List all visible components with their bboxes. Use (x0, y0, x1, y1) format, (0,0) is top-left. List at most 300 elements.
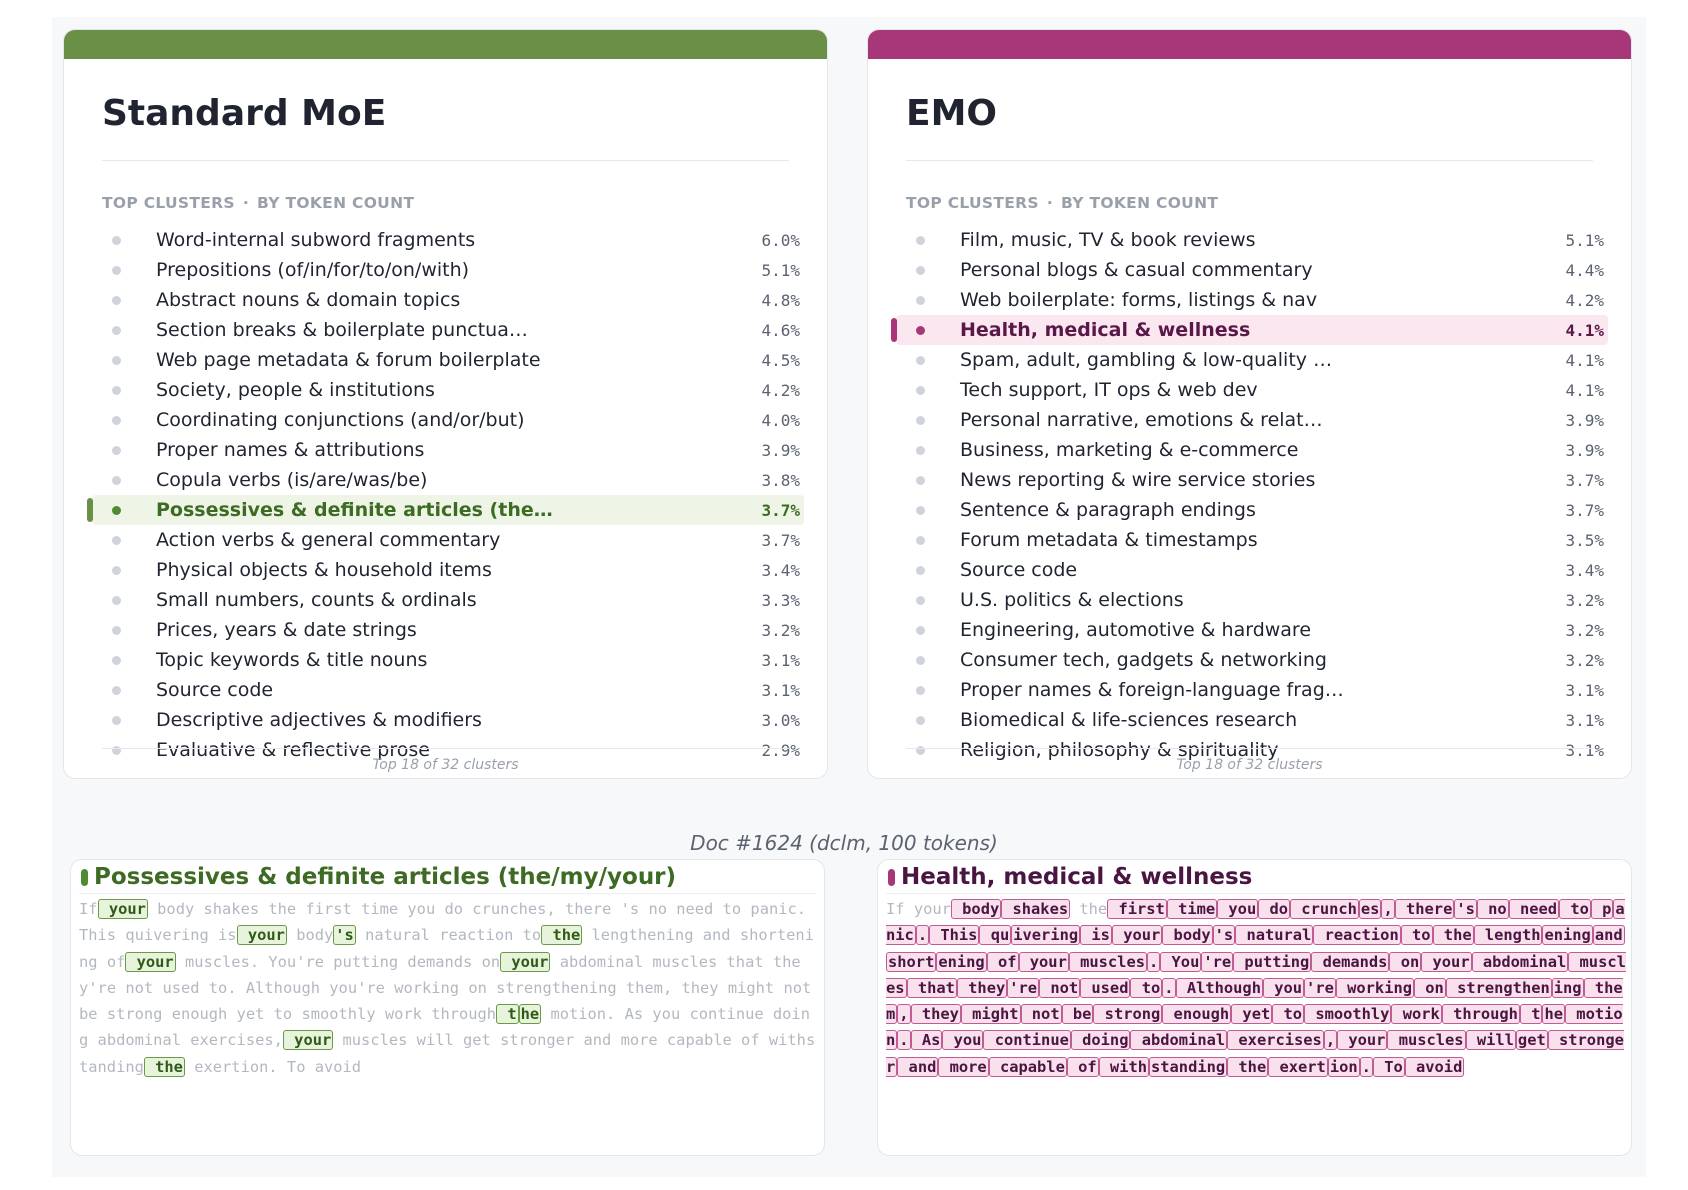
cluster-list (92, 225, 804, 765)
token: working (1337, 978, 1412, 997)
token: no (1478, 900, 1507, 918)
token: through (1443, 1005, 1518, 1024)
bullet-dot-icon (112, 356, 121, 365)
token: . (227, 978, 237, 997)
token: Although (236, 978, 321, 997)
emo-token-panel (877, 859, 1632, 1156)
token: avoid (1406, 1057, 1463, 1076)
token: to (1132, 978, 1161, 997)
token: your (127, 952, 174, 971)
token: your (1423, 952, 1470, 971)
cluster-row[interactable] (896, 345, 1608, 375)
cluster-row[interactable] (896, 255, 1608, 285)
token: 're (296, 952, 325, 971)
bullet-dot-icon (112, 326, 121, 335)
cluster-percent: 4.5% (761, 350, 800, 370)
cluster-percent: 4.2% (761, 380, 800, 400)
token: smoothly (1306, 1005, 1390, 1024)
cluster-row[interactable] (92, 435, 804, 465)
token: standing (1151, 1057, 1226, 1076)
token: ening (938, 952, 985, 971)
token: . (1164, 978, 1174, 997)
token: might (962, 1005, 1019, 1024)
bullet-dot-icon (916, 716, 925, 725)
token: If (886, 900, 905, 918)
token: natural (1237, 926, 1312, 945)
token: exert (184, 1057, 241, 1076)
bullet-dot-icon (916, 356, 925, 365)
token: 's (1214, 926, 1234, 945)
token: es (527, 900, 547, 918)
token: and (899, 1057, 937, 1076)
bullet-dot-icon (112, 536, 121, 545)
token: length (582, 926, 648, 945)
cluster-row[interactable] (896, 435, 1608, 465)
token: muscles (643, 952, 718, 971)
token: the (1434, 926, 1472, 945)
token: body (1164, 926, 1211, 945)
token: shakes (194, 900, 260, 918)
token: , (546, 900, 556, 918)
token: short (730, 926, 787, 945)
cluster-label: Topic keywords & title nouns (156, 649, 428, 671)
cluster-list (896, 225, 1608, 765)
token: is (208, 926, 237, 945)
cluster-percent: 5.1% (761, 260, 800, 280)
token: ening (1544, 926, 1591, 945)
cluster-percent: 3.1% (1565, 740, 1604, 760)
token: need (666, 900, 714, 918)
heading-separator: · (242, 194, 250, 212)
cluster-percent: 3.9% (1565, 440, 1604, 460)
token: muscles (175, 952, 250, 971)
cluster-row[interactable] (92, 225, 804, 255)
token: that (908, 978, 955, 997)
token: 're (88, 978, 117, 997)
cluster-row[interactable] (896, 675, 1608, 705)
cluster-label: Personal blogs & casual commentary (960, 259, 1313, 281)
cluster-row[interactable] (92, 645, 804, 675)
token: . (796, 900, 807, 918)
token: through (421, 1005, 497, 1024)
cluster-label: Society, people & institutions (156, 379, 435, 401)
token: standing (79, 1031, 816, 1076)
token: strong (1095, 1005, 1161, 1024)
token: the (1229, 1057, 1267, 1076)
cluster-row[interactable] (896, 585, 1608, 615)
token: ening (79, 926, 814, 971)
token: to (713, 900, 742, 918)
cluster-percent: 3.4% (761, 560, 800, 580)
cluster-row[interactable] (92, 345, 804, 375)
token: reaction (1315, 926, 1399, 945)
cluster-percent: 3.5% (1565, 530, 1604, 550)
cluster-percent: 4.1% (1565, 380, 1604, 400)
cluster-label: Prices, years & date strings (156, 619, 417, 641)
standard-moe-panel (63, 29, 828, 779)
token: not (1022, 1005, 1060, 1024)
token: is (1082, 926, 1110, 945)
token: your (1113, 926, 1161, 945)
cluster-label: Word-internal subword fragments (156, 229, 476, 251)
bullet-dot-icon (112, 686, 121, 695)
token: more (611, 1031, 658, 1050)
token: on (1416, 978, 1444, 997)
cluster-row[interactable] (92, 315, 804, 345)
token: doing (1072, 1031, 1129, 1050)
cluster-row[interactable] (92, 465, 804, 495)
token: your (99, 900, 146, 918)
token: capable (990, 1057, 1065, 1076)
token: need (1510, 900, 1558, 918)
cluster-row[interactable] (896, 495, 1608, 525)
token: not (1041, 978, 1079, 997)
bullet-dot-icon (112, 236, 121, 245)
token: This (79, 926, 117, 945)
cluster-percent: 4.1% (1565, 350, 1604, 370)
token: there (1396, 900, 1453, 918)
token: demands (398, 952, 473, 971)
cluster-row[interactable] (92, 255, 804, 285)
cluster-percent: 2.9% (761, 740, 800, 760)
token: he (520, 1005, 540, 1024)
token: will (1467, 1031, 1514, 1050)
bullet-dot-icon (112, 386, 121, 395)
token: 's (1456, 900, 1475, 918)
cluster-percent: 4.0% (761, 410, 800, 430)
bullet-dot-icon (916, 506, 925, 515)
cluster-label: Sentence & paragraph endings (960, 499, 1256, 521)
token: short (888, 952, 935, 971)
bullet-dot-icon (916, 566, 925, 575)
token: putting (324, 952, 399, 971)
cluster-percent: 3.7% (1565, 470, 1604, 490)
token: crunch (463, 900, 528, 918)
cluster-label: Copula verbs (is/are/was/be) (156, 469, 428, 491)
cluster-row[interactable] (896, 225, 1608, 255)
token: and (574, 1031, 612, 1050)
bullet-dot-icon (916, 266, 925, 275)
token: ing (588, 978, 617, 997)
token: used (1082, 978, 1129, 997)
token: continue (680, 1005, 764, 1024)
cluster-label: Small numbers, counts & ordinals (156, 589, 477, 611)
cluster-label: Proper names & attributions (156, 439, 425, 461)
token: you (1264, 978, 1303, 997)
cluster-row[interactable] (92, 525, 804, 555)
cluster-label: Film, music, TV & book reviews (960, 229, 1256, 251)
bullet-dot-icon (916, 596, 925, 605)
cluster-percent: 5.1% (1565, 230, 1604, 250)
token: length (1475, 926, 1541, 945)
cluster-percent: 3.1% (1565, 710, 1604, 730)
cluster-row[interactable] (896, 315, 1608, 345)
cluster-label: Web page metadata & forum boilerplate (156, 349, 541, 371)
panel-accent-bar (868, 30, 1631, 59)
token: he (1544, 1005, 1564, 1024)
heading-secondary: BY TOKEN COUNT (257, 194, 415, 212)
token: ening (647, 926, 694, 945)
token: . (917, 926, 928, 945)
divider (79, 893, 816, 894)
cluster-percent: 4.1% (1565, 320, 1604, 340)
bullet-dot-icon (916, 536, 925, 545)
cluster-label: Biomedical & life-sciences research (960, 709, 1298, 731)
cluster-percent: 3.2% (1565, 650, 1604, 670)
token: that (717, 952, 764, 971)
token: This (931, 926, 978, 945)
token: get (1517, 1031, 1546, 1050)
cluster-percent: 3.0% (761, 710, 800, 730)
token-stream (79, 896, 819, 1080)
token: working (384, 978, 460, 997)
cluster-label: Religion, philosophy & spirituality (960, 739, 1279, 761)
token: they (672, 978, 719, 997)
divider (102, 160, 789, 161)
cluster-row[interactable] (896, 285, 1608, 315)
token: p (741, 900, 760, 918)
cluster-row[interactable] (896, 645, 1608, 675)
token: anic (886, 900, 1625, 945)
bullet-dot-icon (112, 506, 121, 515)
clusters-heading (102, 194, 414, 212)
token: used (153, 978, 200, 997)
cluster-percent: 3.1% (1565, 680, 1604, 700)
divider (886, 893, 1623, 894)
cluster-label: News reporting & wire service stories (960, 469, 1316, 491)
token: on (472, 952, 501, 971)
token: your (904, 900, 951, 918)
token: you (944, 1031, 982, 1050)
cluster-label: Source code (960, 559, 1078, 581)
heading-secondary: BY TOKEN COUNT (1061, 194, 1219, 212)
token: 're (1203, 952, 1232, 971)
token: they (912, 1005, 959, 1024)
cluster-percent: 3.9% (1565, 410, 1604, 430)
token: and (1594, 926, 1623, 945)
bullet-dot-icon (112, 296, 121, 305)
doc-label: Doc #1624 (dclm, 100 tokens) (690, 831, 998, 855)
token: . (606, 1005, 616, 1024)
bullet-dot-icon (916, 386, 925, 395)
bullet-dot-icon (112, 476, 121, 485)
token: t (498, 1005, 517, 1024)
cluster-color-marker (81, 869, 88, 886)
cluster-row[interactable] (92, 495, 804, 525)
panel-accent-bar (64, 30, 827, 59)
standard-token-panel (70, 859, 825, 1156)
bullet-dot-icon (112, 566, 121, 575)
token-panel-title (81, 864, 676, 890)
cluster-label: Section breaks & boilerplate punctua… (156, 319, 528, 341)
token: yet (1233, 1005, 1271, 1024)
cluster-percent: 4.6% (761, 320, 800, 340)
token: body (952, 900, 1000, 918)
token: stronger (490, 1031, 575, 1050)
cluster-row[interactable] (92, 285, 804, 315)
token: qu (981, 926, 1010, 945)
token: you (398, 900, 436, 918)
token: with (1100, 1057, 1147, 1076)
bullet-dot-icon (916, 476, 925, 485)
token: them (886, 978, 1623, 1024)
token: 're (1306, 978, 1334, 997)
token: muscles (333, 1031, 408, 1050)
token: capable (657, 1031, 732, 1050)
token: your (1020, 952, 1067, 971)
token: ' (611, 900, 630, 918)
token: no (639, 900, 667, 918)
cluster-label: Engineering, automotive & hardware (960, 619, 1312, 641)
cluster-row[interactable] (896, 525, 1608, 555)
panel-title: Standard MoE (102, 93, 387, 134)
cluster-percent: 3.8% (761, 470, 800, 490)
token: them (616, 978, 663, 997)
token: anic (759, 900, 797, 918)
cluster-row[interactable] (92, 585, 804, 615)
divider (906, 748, 1593, 749)
token: you (320, 978, 358, 997)
token: As (912, 1031, 941, 1050)
cluster-label: Tech support, IT ops & web dev (960, 379, 1258, 401)
token: will (407, 1031, 454, 1050)
cluster-row[interactable] (896, 375, 1608, 405)
cluster-percent: 3.9% (761, 440, 800, 460)
token: yet (227, 1005, 265, 1024)
cluster-percent: 3.4% (1565, 560, 1604, 580)
token: the (259, 900, 297, 918)
token-panel-title (888, 864, 1252, 890)
cluster-row[interactable] (92, 705, 804, 735)
token: the (1070, 900, 1108, 918)
heading-primary: TOP CLUSTERS (102, 194, 235, 212)
token: and (693, 926, 731, 945)
token: 's (335, 926, 354, 945)
token: to (1402, 926, 1431, 945)
token: ion (1329, 1057, 1358, 1076)
cluster-row[interactable] (92, 375, 804, 405)
token: your (1339, 1031, 1386, 1050)
cluster-percent: 3.2% (1565, 590, 1604, 610)
token: the (145, 1057, 183, 1076)
token: ivering (1013, 926, 1079, 945)
token: qu (116, 926, 144, 945)
token: motion (886, 1005, 1623, 1050)
token: To (1374, 1057, 1403, 1076)
token: smoothly (292, 1005, 376, 1024)
bullet-dot-icon (916, 446, 925, 455)
cluster-label: Web boilerplate: forms, listings & nav (960, 289, 1318, 311)
bullet-dot-icon (112, 716, 121, 725)
token: be (79, 1005, 98, 1024)
token: s (629, 900, 640, 918)
token: reaction (429, 926, 514, 945)
cluster-percent: 3.2% (1565, 620, 1604, 640)
token: , (1383, 900, 1393, 918)
cluster-label: Possessives & definite articles (the… (156, 499, 553, 521)
cluster-percent: 3.1% (761, 680, 800, 700)
cluster-percent: 3.1% (761, 650, 800, 670)
bullet-dot-icon (916, 236, 925, 245)
cluster-row[interactable] (92, 555, 804, 585)
token: continue (985, 1031, 1069, 1050)
cluster-label: Physical objects & household items (156, 559, 492, 581)
token-panel-title-text: Possessives & definite articles (the/my/your) (94, 864, 677, 890)
bullet-dot-icon (916, 326, 925, 335)
token: the (543, 926, 581, 945)
token-stream (886, 896, 1626, 1080)
token: shakes (1003, 900, 1069, 918)
token: they (958, 978, 1006, 997)
heading-separator: · (1046, 194, 1054, 212)
cluster-label: Evaluative & reflective prose (156, 739, 430, 761)
token: muscles (886, 952, 1626, 997)
token: . (268, 1057, 278, 1076)
token-panel-title-text: Health, medical & wellness (901, 864, 1253, 890)
cluster-label: Action verbs & general commentary (156, 529, 501, 551)
token: If (79, 900, 98, 918)
clusters-heading (906, 194, 1218, 212)
token: , (662, 978, 673, 997)
token: of (1068, 1057, 1097, 1076)
cluster-row[interactable] (896, 465, 1608, 495)
cluster-row[interactable] (896, 405, 1608, 435)
token: first (296, 900, 352, 918)
bullet-dot-icon (916, 416, 925, 425)
cluster-row[interactable] (92, 675, 804, 705)
token: Although (1177, 978, 1261, 997)
bullet-dot-icon (112, 416, 121, 425)
cluster-percent: 3.7% (761, 500, 800, 520)
token: . (1148, 952, 1159, 971)
token: putting (1235, 952, 1310, 971)
token: to (1561, 900, 1589, 918)
token: . (899, 1031, 909, 1050)
cluster-row[interactable] (92, 615, 804, 645)
token: get (453, 1031, 491, 1050)
cluster-label: U.S. politics & elections (960, 589, 1184, 611)
token: you (643, 1005, 681, 1024)
token: strengthen (1447, 978, 1550, 997)
cluster-label: Business, marketing & e-commerce (960, 439, 1299, 461)
token: . (249, 952, 260, 971)
bullet-dot-icon (112, 266, 121, 275)
token: strengthen (486, 978, 589, 997)
bullet-dot-icon (112, 446, 121, 455)
token: As (615, 1005, 644, 1024)
token: might (718, 978, 775, 997)
emo-panel (867, 29, 1632, 779)
token: abdominal (88, 1031, 181, 1050)
selected-marker (891, 318, 897, 342)
bullet-dot-icon (916, 686, 925, 695)
token: avoid (305, 1057, 362, 1076)
token: time (351, 900, 399, 918)
cluster-row[interactable] (896, 615, 1608, 645)
token: enough (162, 1005, 228, 1024)
bullet-dot-icon (112, 596, 121, 605)
cluster-row[interactable] (896, 705, 1608, 735)
token: To (277, 1057, 306, 1076)
cluster-row[interactable] (92, 405, 804, 435)
cluster-label: Health, medical & wellness (960, 319, 1251, 341)
cluster-percent: 3.3% (761, 590, 800, 610)
cluster-row[interactable] (896, 555, 1608, 585)
token: 're (357, 978, 385, 997)
token: exercises (1229, 1031, 1322, 1050)
bullet-dot-icon (916, 626, 925, 635)
token: strong (97, 1005, 163, 1024)
